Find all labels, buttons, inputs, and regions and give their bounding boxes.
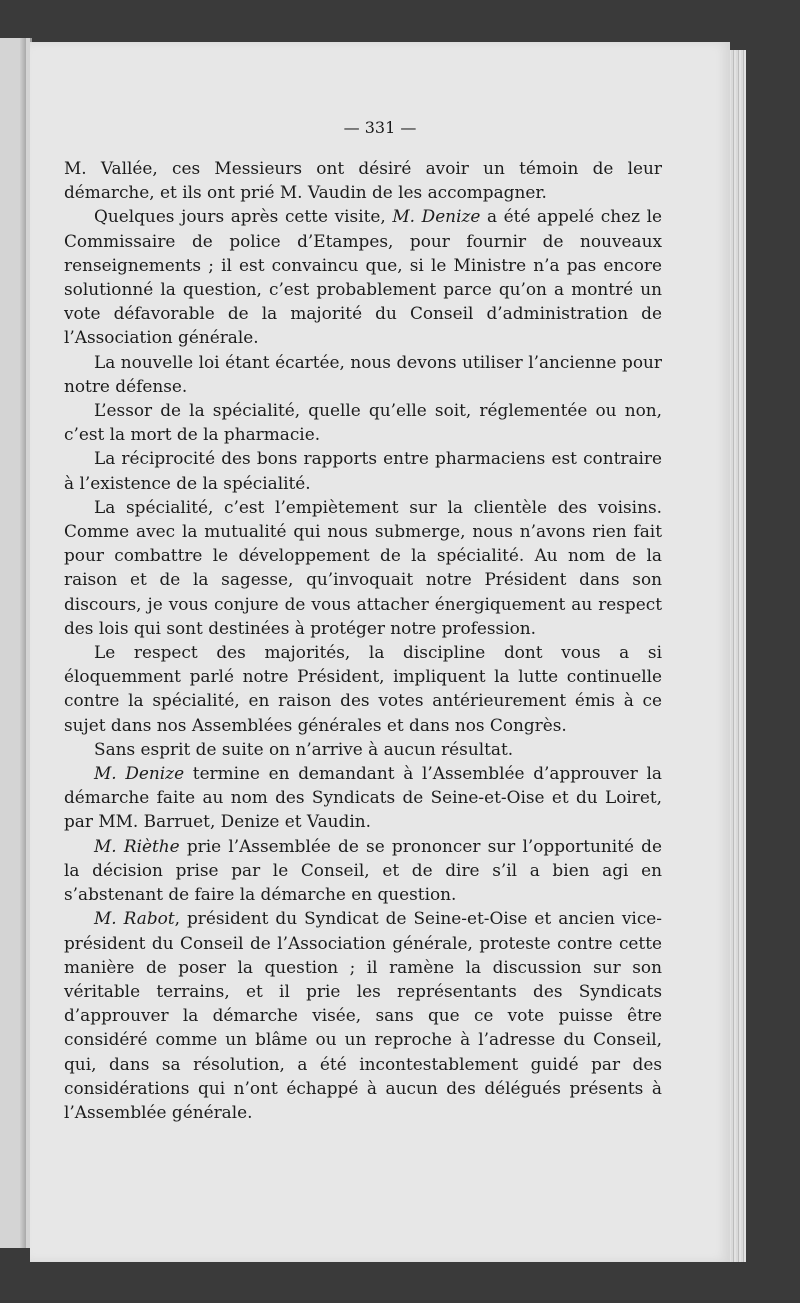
speaker-name: M. Denize	[94, 763, 185, 784]
book-page	[30, 42, 730, 1262]
page-number: — 331 —	[343, 118, 417, 137]
paragraph-2	[64, 204, 662, 349]
speaker-name: M. Rabot	[94, 908, 175, 929]
paragraph-8: Sans esprit de suite on n’arrive à aucun résultat.	[94, 738, 514, 759]
paragraph-10	[64, 834, 662, 907]
paragraph-7: Le respect des majorités, la discipline dont vous a si éloquemment parlé notre Président, impliquent la lutte continuelle contre la spécialité, en raison des votes antérieurement émis à ce sujet dans nos Assemblées générales et dans nos Congrès.	[64, 642, 662, 735]
paragraph-3: La nouvelle loi étant écartée, nous devons utiliser l’ancienne pour notre défense.	[64, 351, 662, 396]
paragraph-6: La spécialité, c’est l’empiètement sur la clientèle des voisins. Comme avec la mutualité qui nous submerge, nous n’avons rien fait pour combattre le développement de la spécialité. Au nom de la raison et de la sagesse, qu’invoquait notre Président dans son discours, je vous conjure de vous attacher énergiquement au respect des lois qui sont destinées à protéger notre profession.	[64, 496, 662, 638]
page-body	[64, 156, 662, 1124]
paragraph-1: M. Vallée, ces Messieurs ont désiré avoir un témoin de leur démarche, et ils ont prié M. Vaudin de les accompagner.	[64, 158, 662, 203]
paragraph-11	[64, 906, 662, 1124]
paragraph-9	[64, 761, 662, 834]
paragraph-2-lead: Quelques jours après cette visite,	[94, 206, 393, 227]
paragraph-4: L’essor de la spécialité, quelle qu’elle soit, réglementée ou non, c’est la mort de la pharmacie.	[64, 400, 662, 445]
previous-page-edge	[0, 38, 32, 1248]
paragraph-11-text: , président du Syndicat de Seine-et-Oise et ancien vice-président du Conseil de l’Association générale, proteste contre cette manière de poser la question ; il ramène la discussion sur son véritable terrains, et il prie les représentants des Syndicats d’approuver la démarche visée, sans que ce vote puisse être considéré comme un blâme ou un reproche à l’adresse du Conseil, qui, dans sa résolution, a été incontestablement guidé par des considérations qui n’ont échappé à aucun des délégués présents à l’Assemblée générale.	[64, 908, 662, 1122]
speaker-name: M. Rièthe	[94, 835, 180, 856]
paragraph-5: La réciprocité des bons rapports entre pharmaciens est contraire à l’existence de la spécialité.	[64, 448, 662, 493]
paragraph-10-text: prie l’Assemblée de se prononcer sur l’opportunité de la décision prise par le Conseil, et de dire s’il a bien agi en s’abstenant de faire la démarche en question.	[64, 835, 662, 905]
paragraph-9-text: termine en demandant à l’Assemblée d’approuver la démarche faite au nom des Syndicats de Seine-et-Oise et du Loiret, par MM. Barruet, Denize et Vaudin.	[64, 763, 662, 832]
speaker-name: M. Denize	[392, 206, 481, 227]
paragraph-2-text: a été appelé chez le Commissaire de police d’Etampes, pour fournir de nouveaux renseignements ; il est convaincu que, si le Ministre n’a pas encore solutionné la question, c’est probablement parce qu’on a montré un vote défavorable de la majorité du Conseil d’administration de l’Association générale.	[64, 206, 662, 348]
